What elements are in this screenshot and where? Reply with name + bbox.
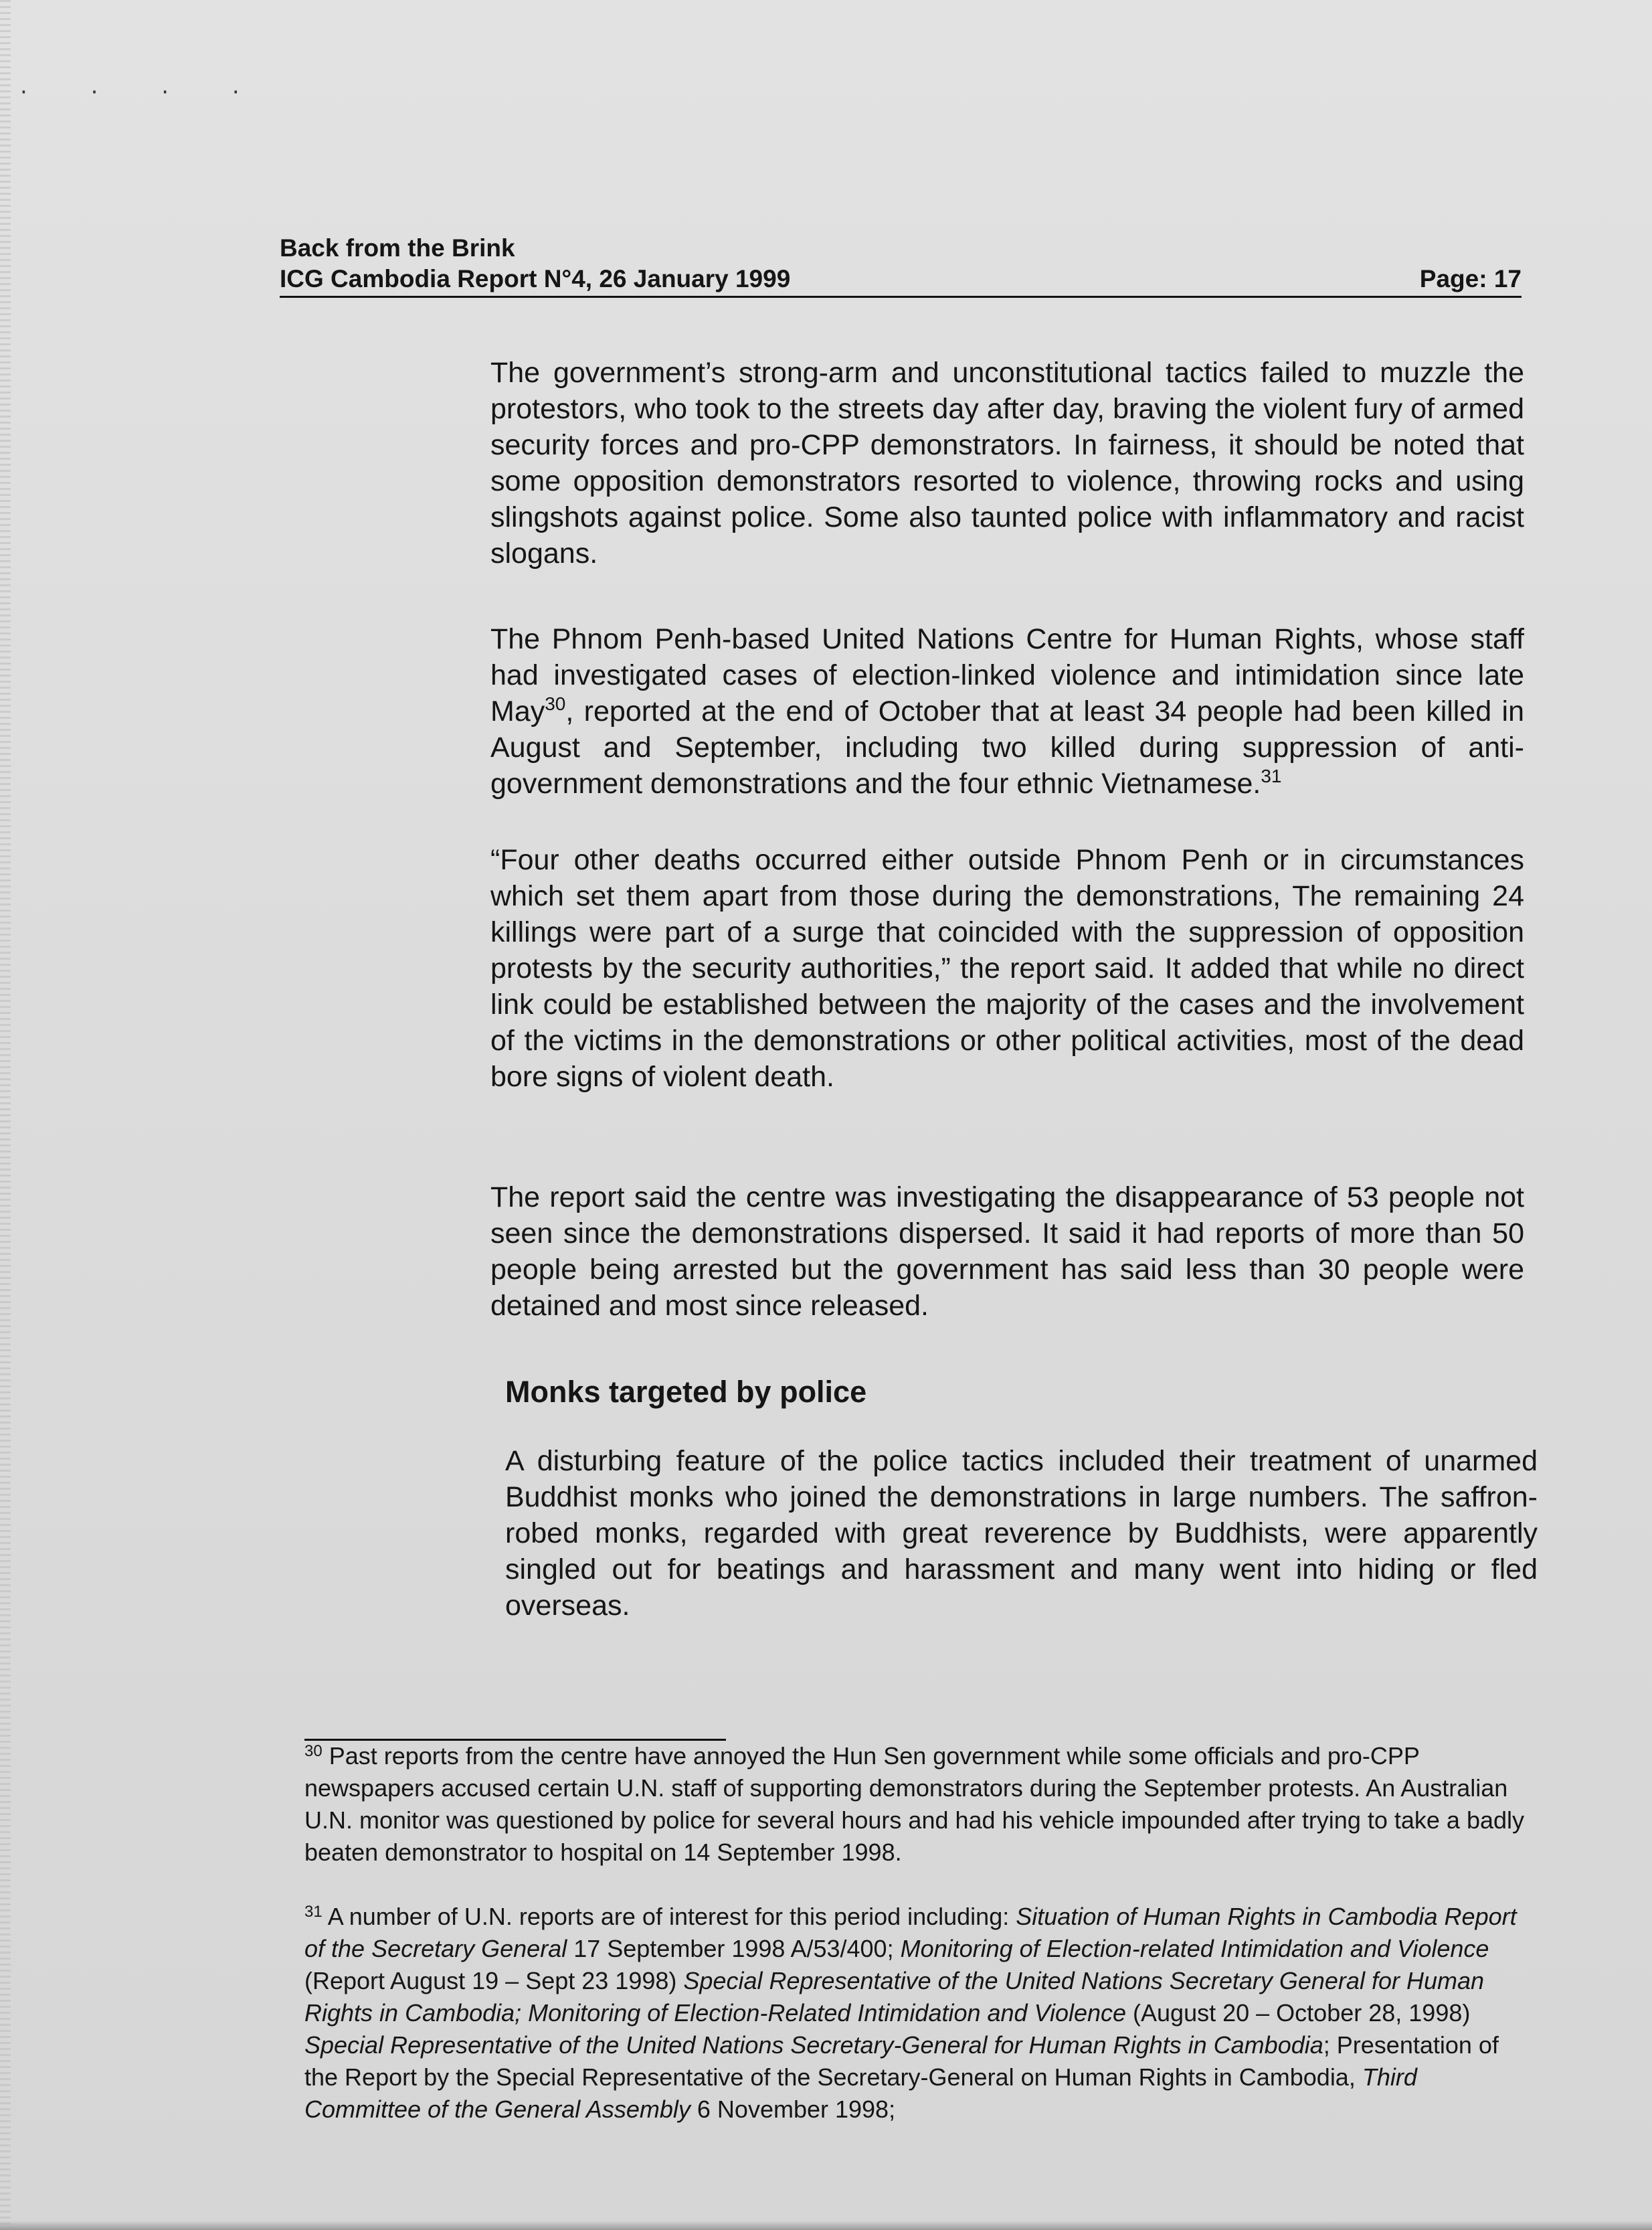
paragraph-un-centre-text-a: The Phnom Penh-based United Nations Centre for Human Rights, whose staff had investigated cases of election-linked violence and intimidation since late May bbox=[490, 623, 1524, 727]
scan-edge-noise bbox=[0, 0, 11, 2230]
footnote-30 bbox=[304, 1740, 1529, 1869]
report-subtitle: ICG Cambodia Report N°4, 26 January 1999 bbox=[280, 265, 791, 292]
paragraph-disappearances: The report said the centre was investigating the disappearance of 53 people not seen since the demonstrations dispersed. It said it had reports of more than 50 people being arrested but the government has said less than 30 people were detained and most since released. bbox=[490, 1181, 1524, 1322]
report-title: Back from the Brink bbox=[280, 234, 515, 262]
paragraph-report-quote: “Four other deaths occurred either outside Phnom Penh or in circumstances which set them apart from those during the demonstrations, The remaining 24 killings were part of a surge that coincided with the suppression of opposition protests by the security authorities,” the report said. It added that while no direct link could be established between the majority of the cases and the involvement of the victims in the demonstrations or other political activities, most of the dead bore signs of violent death. bbox=[490, 844, 1524, 1093]
footnote-31-text-6: 6 November 1998; bbox=[690, 2095, 896, 2123]
footnote-31-text-1: A number of U.N. reports are of interest for this period including: bbox=[327, 1903, 1016, 1930]
scan-specks: · · · · bbox=[20, 79, 268, 106]
footnote-31-text-5: ; Presentation of the Report by the Special Representative of the Secretary-General on Human Rights in Cambodia, bbox=[304, 2031, 1499, 2091]
scan-bottom-shadow bbox=[0, 2221, 1652, 2230]
footnote-31-text-3: (Report August 19 – Sept 23 1998) bbox=[304, 1967, 684, 1994]
footnote-30-text: Past reports from the centre have annoyed the Hun Sen government while some officials and pro-CPP newspapers accused certain U.N. staff of supporting demonstrators during the September protests. An Australian U.N. monitor was questioned by police for several hours and had his vehicle impounded after trying to take a badly beaten demonstrator to hospital on 14 September 1998. bbox=[304, 1742, 1525, 1866]
footnote-31-italic-2: Monitoring of Election-related Intimidation and Violence bbox=[900, 1935, 1489, 1962]
header-rule bbox=[280, 296, 1522, 298]
footnote-30-number: 30 bbox=[304, 1742, 323, 1760]
paragraph-tactics: The government’s strong-arm and unconstitutional tactics failed to muzzle the protestors, who took to the streets day after day, braving the violent fury of armed security forces and pro-CPP demonstrators. In fairness, it should be noted that some opposition demonstrators resorted to violence, throwing rocks and using slingshots against police. Some also taunted police with inflammatory and racist slogans. bbox=[490, 357, 1524, 570]
footnote-31-text-4: (August 20 – October 28, 1998) bbox=[1126, 1999, 1471, 2027]
footnote-31-italic-3: Special Representative of the United Nations Secretary General for Human Rights in Cambodia; Monitoring of Election-Related Intimidation and Violence bbox=[304, 1967, 1485, 2027]
footnote-ref-31[interactable]: 31 bbox=[1261, 766, 1282, 786]
paragraph-monks: A disturbing feature of the police tactics included their treatment of unarmed Buddhist monks who joined the demonstrations in large numbers. The saffron-robed monks, regarded with great reverence by Buddhists, were apparently singled out for beatings and harassment and many went into hiding or fled overseas. bbox=[505, 1445, 1538, 1622]
paragraph-un-centre bbox=[490, 621, 1524, 802]
section-heading: Monks targeted by police bbox=[505, 1375, 867, 1409]
footnote-31-italic-5: Third Committee of the General Assembly bbox=[304, 2063, 1417, 2123]
page-number: Page: 17 bbox=[1419, 265, 1522, 292]
footnote-31-italic-4: Special Representative of the United Nations Secretary-General for Human Rights in Cambodia bbox=[304, 2031, 1323, 2059]
footnote-31-italic-1: Situation of Human Rights in Cambodia Report of the Secretary General bbox=[304, 1903, 1517, 1962]
footnote-31-number: 31 bbox=[304, 1903, 323, 1921]
report-subtitle-row bbox=[280, 264, 1522, 294]
footnote-ref-30[interactable]: 30 bbox=[545, 693, 566, 714]
footnote-31 bbox=[304, 1901, 1529, 2126]
paragraph-un-centre-text-b: , reported at the end of October that at least 34 people had been killed in August and September, including two killed during suppression of anti-government demonstrations and the four ethnic Vietnamese. bbox=[490, 695, 1524, 800]
footnote-31-text-2: 17 September 1998 A/53/400; bbox=[567, 1935, 901, 1962]
